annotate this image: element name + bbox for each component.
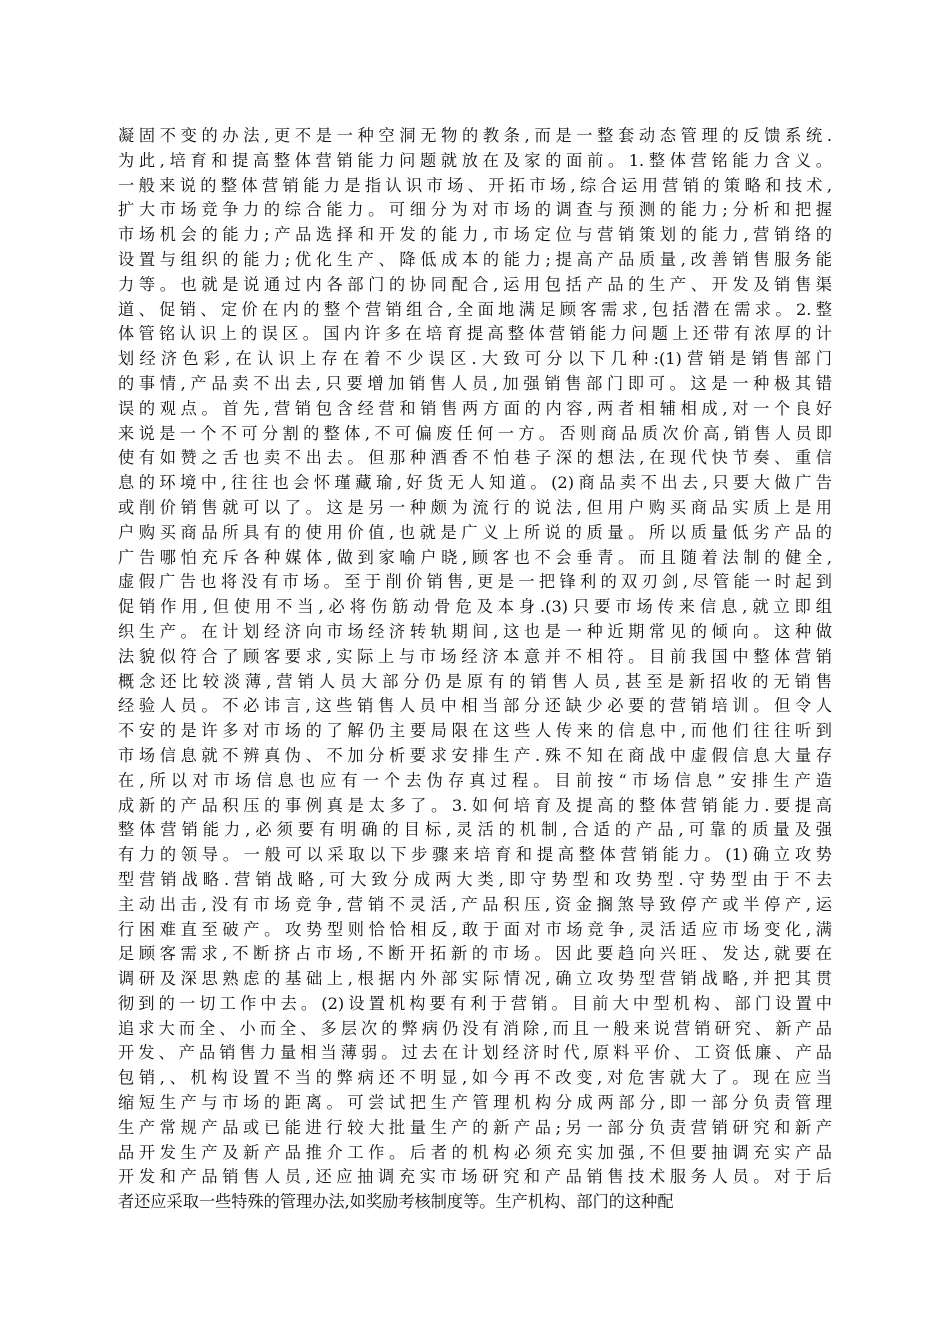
text-line: 为此,培育和提高整体营销能力问题就放在及家的面前。1.整体营铭能力含义。 xyxy=(118,150,832,170)
text-line: 足顾客需求,不断挤占市场,不断开拓新的市场。因此要趋向兴旺、发达,就要在 xyxy=(118,944,832,964)
text-line: 追求大而全、小而全、多层次的弊病仍没有消除,而且一般来说营销研究、新产品 xyxy=(118,1018,832,1038)
text-line: 户购买商品所具有的使用价值,也就是广义上所说的质量。所以质量低劣产品的 xyxy=(118,522,832,542)
text-line: 道、促销、定价在内的整个营销组合,全面地满足顾客需求,包括潜在需求。2.整 xyxy=(118,299,832,319)
text-line: 生产常规产品或已能进行较大批量生产的新产品;另一部分负责营销研究和新产 xyxy=(118,1117,832,1137)
text-line: 息的环境中,往往也会怀瑾藏瑜,好货无人知道。(2)商品卖不出去,只要大做广告 xyxy=(118,473,832,493)
text-line: 划经济色彩,在认识上存在着不少误区.大致可分以下几种:(1)营销是销售部门 xyxy=(118,349,832,369)
text-line: 者还应采取一些特殊的管理办法,如奖励考核制度等。生产机构、部门的这种配 xyxy=(118,1192,674,1212)
text-line: 缩短生产与市场的距离。可尝试把生产管理机构分成两部分,即一部分负责管理 xyxy=(118,1093,832,1113)
text-line: 来说是一个不可分割的整体,不可偏废任何一方。否则商品质次价高,销售人员即 xyxy=(118,423,832,443)
text-line: 市场信息就不辨真伪、不加分析要求安排生产.殊不知在商战中虚假信息大量存 xyxy=(118,745,832,765)
text-line: 品开发生产及新产品推介工作。后者的机构必须充实加强,不但要抽调充实产品 xyxy=(118,1142,832,1162)
text-line: 或削价销售就可以了。这是另一种颇为流行的说法,但用户购买商品实质上是用 xyxy=(118,497,832,517)
text-line: 主动出击,没有市场竞争,营销不灵活,产品积压,资金搁煞导致停产或半停产,运 xyxy=(118,894,832,914)
text-line: 彻到的一切工作中去。(2)设置机构要有利于营销。目前大中型机构、部门设置中 xyxy=(118,993,832,1013)
text-line: 力等。也就是说通过内各部门的协同配合,运用包括产品的生产、开发及销售渠 xyxy=(118,274,832,294)
text-line: 不安的是许多对市场的了解仍主要局限在这些人传来的信息中,而他们往往听到 xyxy=(118,721,832,741)
text-line: 体管铭认识上的误区。国内许多在培育提高整体营销能力问题上还带有浓厚的计 xyxy=(118,324,832,344)
text-line: 误的观点。首先,营销包含经营和销售两方面的内容,两者相辅相成,对一个良好 xyxy=(118,398,832,418)
text-line: 扩大市场竞争力的综合能力。可细分为对市场的调查与预测的能力;分析和把握 xyxy=(118,200,832,220)
text-line: 调研及深思熟虑的基础上,根据内外部实际情况,确立攻势型营销战略,并把其贯 xyxy=(118,969,832,989)
text-line: 包销,、机构设置不当的弊病还不明显,如今再不改变,对危害就大了。现在应当 xyxy=(118,1068,832,1088)
text-line: 开发和产品销售人员,还应抽调充实市场研究和产品销售技术服务人员。对于后 xyxy=(118,1167,832,1187)
text-line: 开发、产品销售力量相当薄弱。过去在计划经济时代,原料平价、工资低廉、产品 xyxy=(118,1043,832,1063)
text-line: 市场机会的能力;产品选择和开发的能力,市场定位与营销策划的能力,营销络的 xyxy=(118,225,832,245)
text-line: 行困难直至破产。攻势型则恰恰相反,敢于面对市场竞争,灵活适应市场变化,满 xyxy=(118,919,832,939)
text-line: 经验人员。不必讳言,这些销售人员中相当部分还缺少必要的营销培训。但令人 xyxy=(118,696,832,716)
text-line: 织生产。在计划经济向市场经济转轨期间,这也是一种近期常见的倾向。这种做 xyxy=(118,621,832,641)
text-line: 有力的领导。一般可以采取以下步骤来培育和提高整体营销能力。(1)确立攻势 xyxy=(118,845,832,865)
text-line: 成新的产品积压的事例真是太多了。3.如何培育及提高的整体营销能力.要提高 xyxy=(118,795,832,815)
text-line: 一般来说的整体营销能力是指认识市场、开拓市场,综合运用营销的策略和技术, xyxy=(118,175,832,195)
text-line: 促销作用,但使用不当,必将伤筋动骨危及本身.(3)只要市场传来信息,就立即组 xyxy=(118,597,832,617)
text-line: 虚假广告也将没有市场。至于削价销售,更是一把锋利的双刃剑,尽管能一时起到 xyxy=(118,572,832,592)
text-line: 凝固不变的办法,更不是一种空洞无物的教条,而是一整套动态管理的反馈系统. xyxy=(118,126,832,145)
text-line: 广告哪怕充斥各种媒体,做到家喻户晓,顾客也不会垂青。而且随着法制的健全, xyxy=(118,547,832,567)
text-line: 设置与组织的能力;优化生产、降低成本的能力;提高产品质量,改善销售服务能 xyxy=(118,249,832,269)
text-line: 在,所以对市场信息也应有一个去伪存真过程。目前按“市场信息”安排生产造 xyxy=(118,770,832,790)
text-line: 整体营销能力,必须要有明确的目标,灵活的机制,合适的产品,可靠的质量及强 xyxy=(118,820,832,840)
text-line: 使有如赞之舌也卖不出去。但那种酒香不怕巷子深的想法,在现代快节奏、重信 xyxy=(118,448,832,468)
text-line: 法貌似符合了顾客要求,实际上与市场经济本意并不相符。目前我国中整体营销 xyxy=(118,646,832,666)
text-line: 的事情,产品卖不出去,只要增加销售人员,加强销售部门即可。这是一种极其错 xyxy=(118,373,832,393)
text-line: 概念还比较淡薄,营销人员大部分仍是原有的销售人员,甚至是新招收的无销售 xyxy=(118,671,832,691)
text-line: 型营销战略.营销战略,可大致分成两大类,即守势型和攻势型.守势型由于不去 xyxy=(118,869,832,889)
body-text xyxy=(118,124,832,1215)
